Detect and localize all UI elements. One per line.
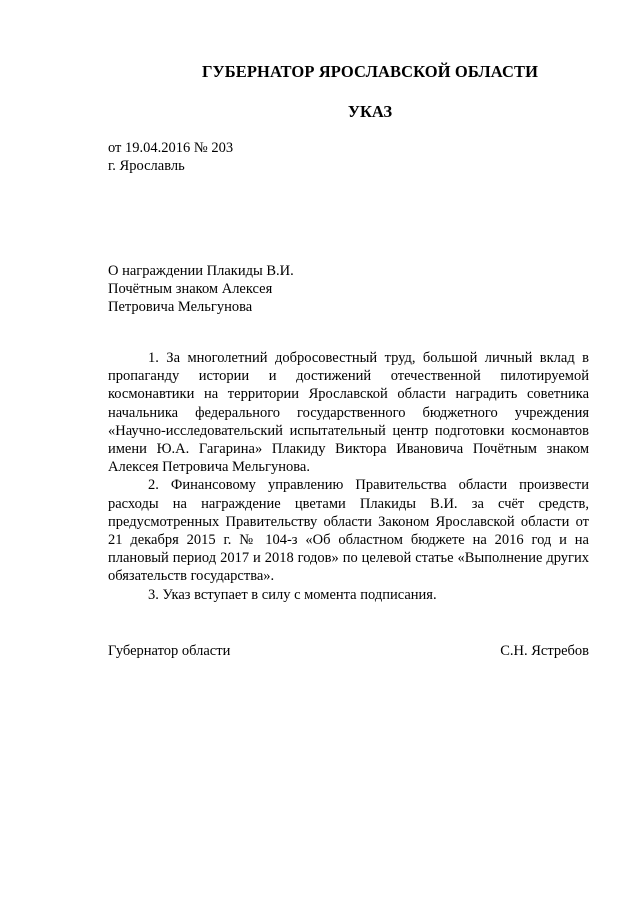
body-paragraph-2: 2. Финансовому управлению Правительства области произвести расходы на награждение цветами Плакиды В.И. за счёт средств, предусмотренных Правительству области Законом Ярославской области от 21 декабря 2015 г. № 104-з «Об областном бюджете на 2016 год и на плановый период 2017 и 2018 годов» по целевой статье «Выполнение других обязательств государства».	[108, 477, 589, 585]
document-subject	[108, 262, 294, 316]
document-meta	[108, 139, 233, 175]
document-date-number: от 19.04.2016 № 203	[108, 140, 234, 156]
subject-line: Почётным знаком Алексея	[108, 281, 273, 297]
document-city: г. Ярославль	[108, 158, 185, 174]
signatory-name: С.Н. Ястребов	[500, 643, 589, 659]
body-paragraph-1: 1. За многолетний добросовестный труд, большой личный вклад в пропаганду истории и достижений отечественной пилотируемой космонавтики на территории Ярославской области наградить советника начальника федерального государственного бюджетного учреждения «Научно-исследовательский испытательный центр подготовки космонавтов имени Ю.А. Гагарина» Плакиду Виктора Ивановича Почётным знаком Алексея Петровича Мельгунова.	[108, 350, 589, 476]
body-paragraph-3: 3. Указ вступает в силу с момента подписания.	[148, 586, 437, 603]
subject-line: Петровича Мельгунова	[108, 299, 253, 315]
document-type-title: УКАЗ	[347, 102, 393, 121]
signatory-position: Губернатор области	[108, 643, 231, 659]
signature-block	[108, 642, 589, 660]
document-header-title: ГУБЕРНАТОР ЯРОСЛАВСКОЙ ОБЛАСТИ	[201, 62, 539, 81]
subject-line: О награждении Плакиды В.И.	[108, 263, 294, 279]
document-body	[108, 349, 589, 604]
